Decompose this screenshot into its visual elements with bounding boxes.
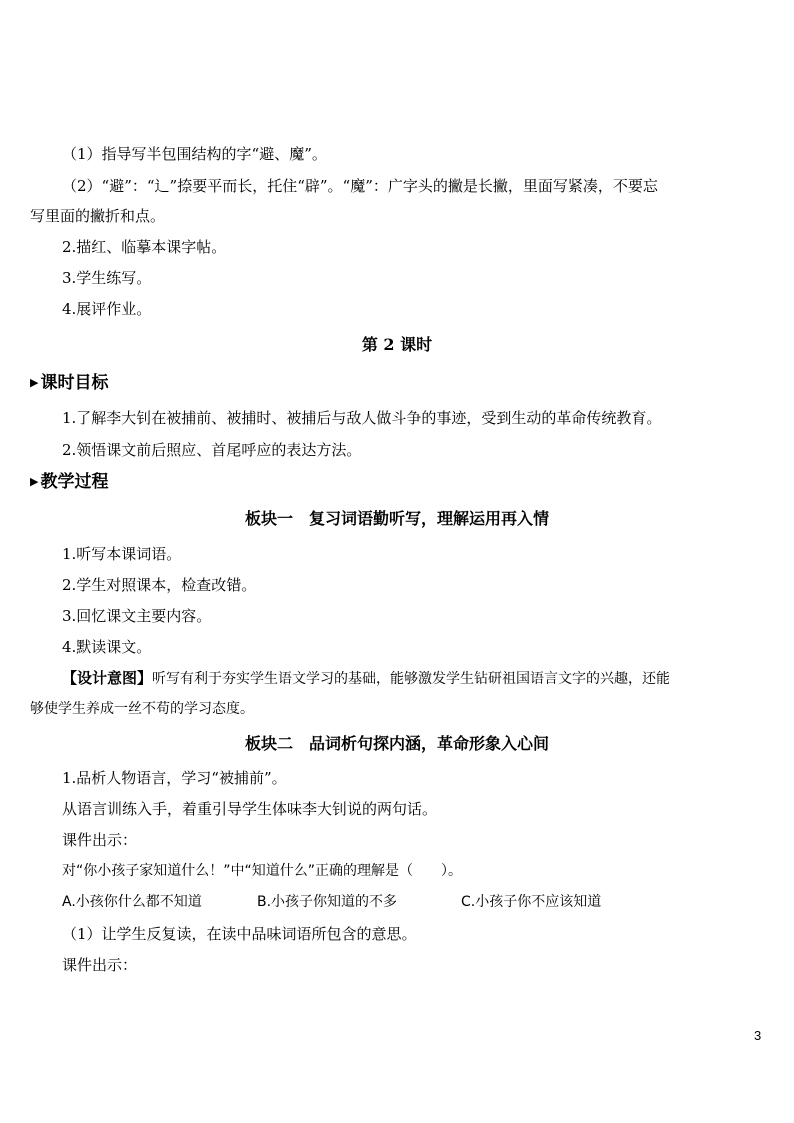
block1-item: 1.听写本课词语。 <box>62 545 182 563</box>
goal-item: 1.了解李大钊在被捕前、被捕时、被捕后与敌人做斗争的事迹，受到生动的革命传统教育。 <box>62 409 662 427</box>
block1-item: 3.回忆课文主要内容。 <box>62 607 212 625</box>
block1-title: 板块一 复习词语勤听写，理解运用再入情 <box>244 509 549 528</box>
paragraph-line: 1.品析人物语言，学习“被捕前”。 <box>62 769 287 787</box>
option-c: C.小孩子你不应该知道 <box>461 894 602 910</box>
paragraph-line: 4.展评作业。 <box>62 300 152 318</box>
page-number: 3 <box>754 1028 762 1043</box>
design-intent-text: 听写有利于夯实学生语文学习的基础，能够激发学生钻研祖国语言文字的兴趣，还能 <box>152 671 671 687</box>
block1-item: 2.学生对照课本，检查改错。 <box>62 576 257 594</box>
paragraph-line: 写里面的撇折和点。 <box>30 207 166 225</box>
triangle-bullet-icon: ▶ <box>30 475 39 488</box>
paragraph-line: （1）指导写半包围结构的字“避、魔”。 <box>62 145 327 163</box>
section-heading-goals <box>30 372 108 394</box>
block1-item: 4.默读课文。 <box>62 638 152 656</box>
option-b: B.小孩子你知道的不多 <box>257 894 398 910</box>
lesson-title: 第 2 课时 <box>361 335 433 354</box>
paragraph-line: （2）“避”：“辶”捺要平而长，托住“辟”。“魔”：广字头的撇是长撇，里面写紧凑，不要忘 <box>62 177 658 195</box>
design-intent-line <box>62 668 670 689</box>
goals-heading-text: 课时目标 <box>40 373 109 393</box>
process-heading-text: 教学过程 <box>40 472 109 492</box>
paragraph-line: 从语言训练入手，着重引导学生体味李大钊说的两句话。 <box>62 800 438 818</box>
paragraph-line: 2.描红、临摹本课字帖。 <box>62 238 227 256</box>
paragraph-line: 3.学生练写。 <box>62 269 152 287</box>
courseware-question: 对“你小孩子家知道什么！”中“知道什么”正确的理解是（ ）。 <box>62 863 463 879</box>
triangle-bullet-icon: ▶ <box>30 376 39 389</box>
option-a: A.小孩你什么都不知道 <box>62 894 202 910</box>
paragraph-line: 课件出示： <box>62 956 138 974</box>
paragraph-line: （1）让学生反复读，在读中品味词语所包含的意思。 <box>62 925 417 943</box>
block2-title: 板块二 品词析句探内涵，革命形象入心间 <box>244 734 549 753</box>
design-intent-text: 够使学生养成一丝不苟的学习态度。 <box>30 701 254 717</box>
section-heading-process <box>30 471 108 493</box>
goal-item: 2.领悟课文前后照应、首尾呼应的表达方法。 <box>62 441 362 459</box>
design-intent-label: 【设计意图】 <box>62 669 153 687</box>
paragraph-line: 课件出示： <box>62 831 138 849</box>
